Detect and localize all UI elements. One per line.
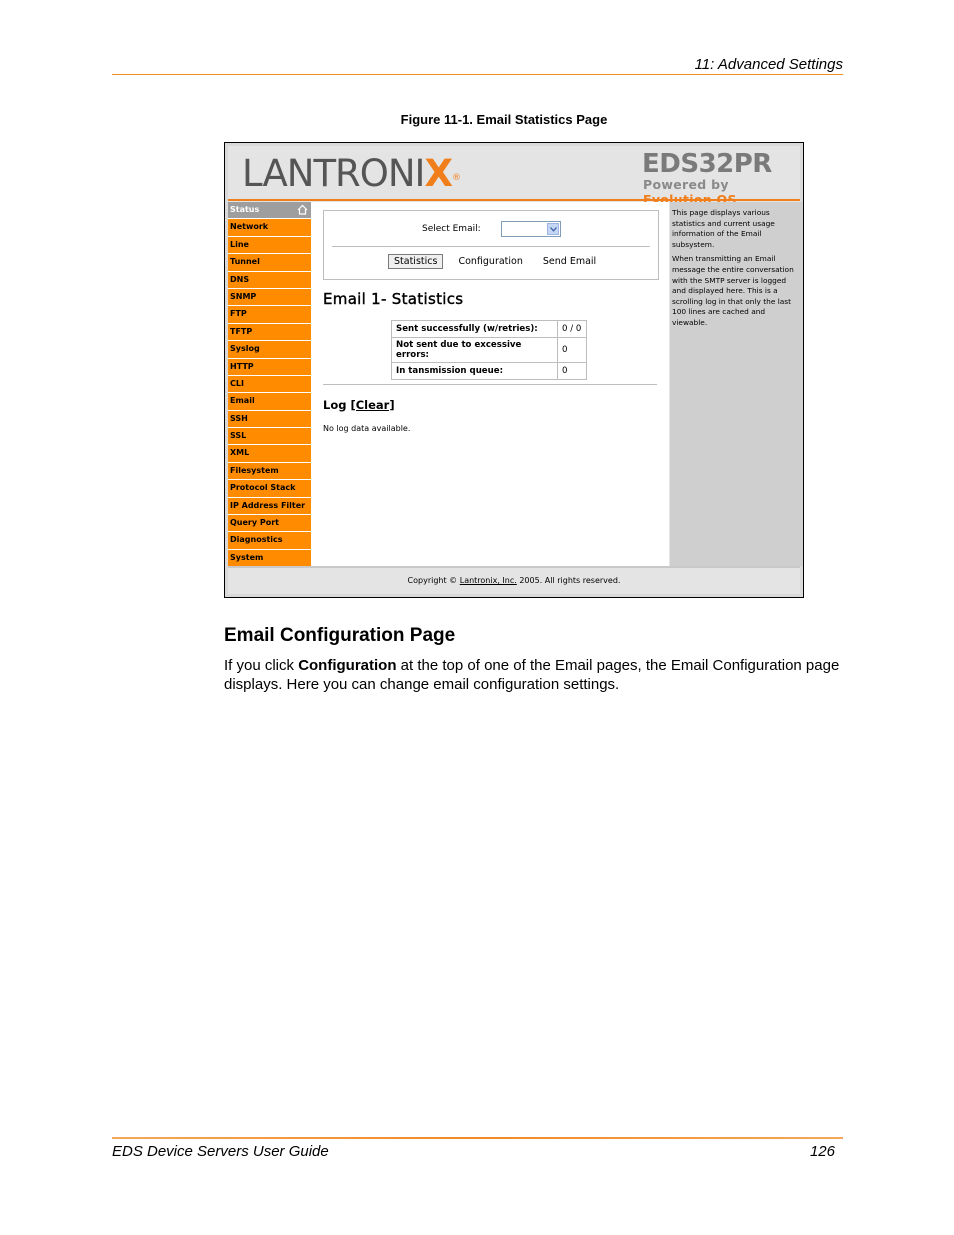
product-name: EDS32PR: [642, 149, 772, 179]
powered-by-label: Powered by: [643, 177, 729, 192]
stat-label: Not sent due to excessive errors:: [392, 338, 558, 363]
select-email-label: Select Email:: [422, 224, 481, 234]
banner: [228, 146, 800, 199]
para-bold: Configuration: [298, 657, 397, 674]
select-email-dropdown[interactable]: [501, 221, 561, 237]
tab-configuration[interactable]: Configuration: [458, 256, 523, 267]
lantronix-logo: [242, 152, 460, 196]
banner-rule: [228, 199, 800, 201]
sidebar-item-http[interactable]: HTTP: [228, 359, 311, 376]
sidebar-item-dns[interactable]: DNS: [228, 272, 311, 289]
logo-registered-mark: ®: [452, 173, 461, 183]
web-ui: [228, 146, 800, 594]
log-divider: [323, 384, 657, 385]
stat-label: In tansmission queue:: [392, 363, 558, 380]
sidebar-item-cli[interactable]: CLI: [228, 376, 311, 393]
sidebar-item-query-port[interactable]: Query Port: [228, 515, 311, 532]
copyright-prefix: Copyright ©: [407, 576, 458, 585]
sidebar-item-system[interactable]: System: [228, 550, 311, 567]
table-row: [392, 338, 587, 363]
table-row: [392, 363, 587, 380]
help-paragraph: This page displays various statistics and current usage information of the Email subsystem.: [672, 208, 775, 249]
sidebar-item-email[interactable]: Email: [228, 393, 311, 410]
main-content: [311, 202, 669, 566]
sidebar-item-tunnel[interactable]: Tunnel: [228, 254, 311, 271]
header-rule: [112, 74, 843, 75]
dropdown-button[interactable]: [547, 223, 559, 235]
page-heading: Email 1- Statistics: [323, 290, 464, 308]
figure-caption: Figure 11-1. Email Statistics Page: [400, 112, 608, 127]
log-title: Log: [323, 398, 347, 412]
sidebar-item-diagnostics[interactable]: Diagnostics: [228, 532, 311, 549]
running-head: 11: Advanced Settings: [694, 56, 843, 73]
sidebar-item-protocol-stack[interactable]: Protocol Stack: [228, 480, 311, 497]
sidebar-item-status[interactable]: [228, 202, 311, 219]
copyright-bar: [228, 566, 800, 594]
stat-value: 0: [558, 363, 587, 380]
stat-value: 0 / 0: [558, 321, 587, 338]
footer-title: EDS Device Servers User Guide: [112, 1143, 329, 1160]
logo-x: X: [424, 152, 453, 195]
log-empty-text: No log data available.: [323, 424, 411, 433]
stat-label: Sent successfully (w/retries):: [392, 321, 558, 338]
help-panel: [670, 202, 804, 566]
figure-screenshot: [224, 142, 804, 598]
sidebar-item-line[interactable]: Line: [228, 237, 311, 254]
sidebar-item-syslog[interactable]: Syslog: [228, 341, 311, 358]
home-icon[interactable]: [297, 204, 308, 215]
page-number: 126: [809, 1143, 835, 1160]
stat-value: 0: [558, 338, 587, 363]
statistics-table: [391, 320, 587, 380]
sidebar: [228, 202, 311, 567]
sidebar-item-ssh[interactable]: SSH: [228, 411, 311, 428]
sidebar-item-xml[interactable]: XML: [228, 445, 311, 462]
clear-log-link[interactable]: [Clear]: [350, 398, 395, 412]
sidebar-item-ftp[interactable]: FTP: [228, 306, 311, 323]
logo-text: LANTRONI: [242, 152, 425, 195]
footer-rule: [112, 1137, 843, 1139]
sidebar-item-snmp[interactable]: SNMP: [228, 289, 311, 306]
log-heading: [323, 398, 395, 412]
sidebar-item-network[interactable]: Network: [228, 219, 311, 236]
sidebar-item-ssl[interactable]: SSL: [228, 428, 311, 445]
tab-statistics[interactable]: Statistics: [388, 254, 443, 269]
email-selector-panel: [323, 210, 659, 280]
help-paragraph: When transmitting an Email message the entire conversation with the SMTP server is logged and displayed here. This is a scrolling log in that only the last 100 lines are cached and viewable.: [672, 254, 794, 327]
copyright-suffix: 2005. All rights reserved.: [519, 576, 621, 585]
section-title: Email Configuration Page: [224, 625, 456, 646]
table-row: [392, 321, 587, 338]
sidebar-item-label: Status: [230, 205, 260, 214]
chevron-down-icon: [550, 227, 557, 232]
selector-divider: [332, 246, 650, 247]
section-paragraph: [224, 657, 844, 694]
sidebar-item-ip-address-filter[interactable]: IP Address Filter: [228, 498, 311, 515]
para-text: at the top of one of the Email pages, the Email Configuration page displays. Here you can change email configuration settings.: [224, 657, 840, 693]
para-text: If you click: [224, 657, 299, 674]
tab-send-email[interactable]: Send Email: [542, 256, 597, 267]
sidebar-item-filesystem[interactable]: Filesystem: [228, 463, 311, 480]
tab-bar: [388, 254, 601, 269]
lantronix-link[interactable]: Lantronix, Inc.: [459, 576, 517, 585]
sidebar-item-tftp[interactable]: TFTP: [228, 324, 311, 341]
